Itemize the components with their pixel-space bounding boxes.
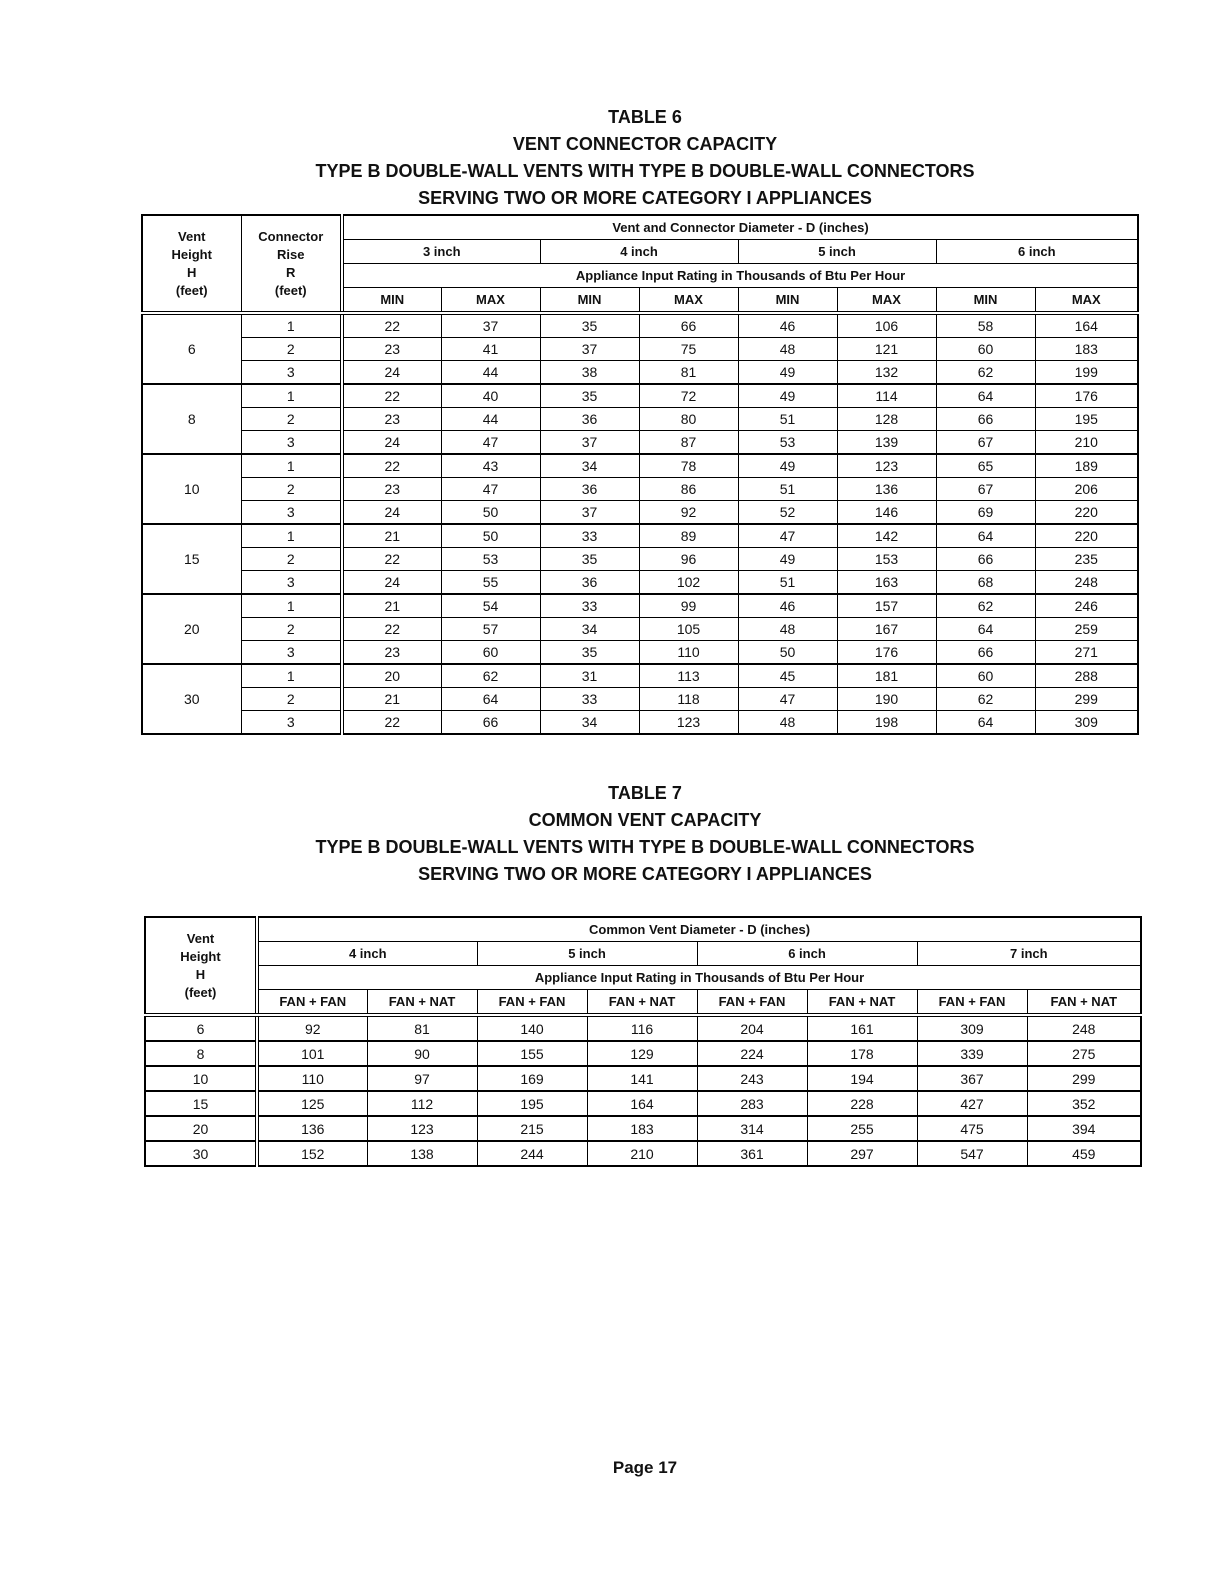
- capacity-cell: 22: [342, 454, 441, 478]
- table-row: [142, 384, 1138, 408]
- table-row: [142, 548, 1138, 571]
- connector-rise-cell: 2: [241, 338, 342, 361]
- table7-title-line: COMMON VENT CAPACITY: [528, 810, 762, 830]
- vent-height-header: Vent Height H (feet): [142, 215, 241, 313]
- capacity-cell: 339: [917, 1041, 1027, 1066]
- capacity-cell: 37: [540, 501, 639, 525]
- fan-nat-header: FAN + NAT: [1027, 990, 1141, 1016]
- capacity-cell: 60: [936, 664, 1035, 688]
- table-row: [142, 594, 1138, 618]
- capacity-cell: 49: [738, 454, 837, 478]
- size-header: 7 inch: [917, 942, 1141, 966]
- capacity-cell: 64: [936, 384, 1035, 408]
- connector-rise-cell: 3: [241, 571, 342, 595]
- capacity-cell: 72: [639, 384, 738, 408]
- table-row: [145, 1066, 1141, 1091]
- vent-height-cell: 15: [142, 524, 241, 594]
- capacity-cell: 206: [1035, 478, 1138, 501]
- table7-title-line: TYPE B DOUBLE-WALL VENTS WITH TYPE B DOUBLE-WALL CONNECTORS: [315, 837, 975, 857]
- capacity-cell: 189: [1035, 454, 1138, 478]
- capacity-cell: 33: [540, 688, 639, 711]
- capacity-cell: 190: [837, 688, 936, 711]
- fan-nat-header: FAN + NAT: [807, 990, 917, 1016]
- capacity-cell: 220: [1035, 524, 1138, 548]
- capacity-cell: 394: [1027, 1116, 1141, 1141]
- connector-rise-cell: 2: [241, 688, 342, 711]
- capacity-cell: 35: [540, 548, 639, 571]
- capacity-cell: 248: [1027, 1015, 1141, 1041]
- table-row: [142, 501, 1138, 525]
- vent-height-cell: 10: [142, 454, 241, 524]
- capacity-cell: 204: [697, 1015, 807, 1041]
- capacity-cell: 47: [738, 524, 837, 548]
- vent-height-cell: 6: [142, 313, 241, 384]
- capacity-cell: 169: [477, 1066, 587, 1091]
- capacity-cell: 89: [639, 524, 738, 548]
- capacity-cell: 97: [367, 1066, 477, 1091]
- capacity-cell: 361: [697, 1141, 807, 1166]
- table-row: [142, 571, 1138, 595]
- capacity-cell: 87: [639, 431, 738, 455]
- capacity-cell: 24: [342, 501, 441, 525]
- connector-rise-cell: 1: [241, 313, 342, 338]
- fan-fan-header: FAN + FAN: [477, 990, 587, 1016]
- capacity-cell: 23: [342, 408, 441, 431]
- capacity-cell: 21: [342, 524, 441, 548]
- vent-height-cell: 15: [145, 1091, 257, 1116]
- capacity-cell: 48: [738, 711, 837, 735]
- capacity-cell: 47: [738, 688, 837, 711]
- max-header: MAX: [837, 288, 936, 314]
- capacity-cell: 146: [837, 501, 936, 525]
- capacity-cell: 352: [1027, 1091, 1141, 1116]
- capacity-cell: 102: [639, 571, 738, 595]
- capacity-cell: 64: [441, 688, 540, 711]
- capacity-cell: 67: [936, 478, 1035, 501]
- capacity-cell: 22: [342, 711, 441, 735]
- capacity-cell: 142: [837, 524, 936, 548]
- capacity-cell: 62: [936, 361, 1035, 385]
- capacity-cell: 81: [639, 361, 738, 385]
- vent-height-cell: 8: [145, 1041, 257, 1066]
- capacity-cell: 46: [738, 313, 837, 338]
- capacity-cell: 80: [639, 408, 738, 431]
- table-row: [142, 408, 1138, 431]
- capacity-cell: 22: [342, 384, 441, 408]
- table-row: [145, 1091, 1141, 1116]
- capacity-cell: 210: [587, 1141, 697, 1166]
- capacity-cell: 64: [936, 711, 1035, 735]
- capacity-cell: 43: [441, 454, 540, 478]
- capacity-cell: 34: [540, 454, 639, 478]
- capacity-cell: 35: [540, 313, 639, 338]
- capacity-cell: 99: [639, 594, 738, 618]
- capacity-cell: 51: [738, 478, 837, 501]
- capacity-cell: 45: [738, 664, 837, 688]
- capacity-cell: 132: [837, 361, 936, 385]
- capacity-cell: 139: [837, 431, 936, 455]
- connector-rise-cell: 1: [241, 454, 342, 478]
- capacity-cell: 167: [837, 618, 936, 641]
- capacity-cell: 38: [540, 361, 639, 385]
- capacity-cell: 22: [342, 548, 441, 571]
- table-row: [145, 1116, 1141, 1141]
- capacity-cell: 66: [441, 711, 540, 735]
- capacity-cell: 121: [837, 338, 936, 361]
- capacity-cell: 288: [1035, 664, 1138, 688]
- capacity-cell: 64: [936, 524, 1035, 548]
- min-header: MIN: [738, 288, 837, 314]
- min-header: MIN: [540, 288, 639, 314]
- capacity-cell: 62: [441, 664, 540, 688]
- capacity-cell: 178: [807, 1041, 917, 1066]
- table7-title-line: SERVING TWO OR MORE CATEGORY I APPLIANCES: [418, 864, 872, 884]
- diameter-header: Common Vent Diameter - D (inches): [257, 917, 1141, 942]
- connector-rise-cell: 1: [241, 384, 342, 408]
- capacity-cell: 81: [367, 1015, 477, 1041]
- capacity-cell: 106: [837, 313, 936, 338]
- table-row: [142, 361, 1138, 385]
- capacity-cell: 21: [342, 688, 441, 711]
- capacity-cell: 37: [540, 431, 639, 455]
- connector-rise-cell: 3: [241, 431, 342, 455]
- capacity-cell: 228: [807, 1091, 917, 1116]
- capacity-cell: 141: [587, 1066, 697, 1091]
- capacity-cell: 49: [738, 384, 837, 408]
- capacity-cell: 155: [477, 1041, 587, 1066]
- table7-body: [145, 1015, 1141, 1166]
- capacity-cell: 224: [697, 1041, 807, 1066]
- capacity-cell: 35: [540, 384, 639, 408]
- capacity-cell: 51: [738, 571, 837, 595]
- capacity-cell: 90: [367, 1041, 477, 1066]
- size-header: 6 inch: [936, 240, 1138, 264]
- size-header: 5 inch: [738, 240, 936, 264]
- capacity-cell: 24: [342, 361, 441, 385]
- table-row: [142, 641, 1138, 665]
- size-header: 4 inch: [540, 240, 738, 264]
- capacity-cell: 314: [697, 1116, 807, 1141]
- capacity-cell: 309: [1035, 711, 1138, 735]
- capacity-cell: 123: [639, 711, 738, 735]
- capacity-cell: 51: [738, 408, 837, 431]
- vent-height-cell: 30: [142, 664, 241, 734]
- capacity-cell: 92: [639, 501, 738, 525]
- vent-height-cell: 6: [145, 1015, 257, 1041]
- capacity-cell: 248: [1035, 571, 1138, 595]
- table-row: [142, 313, 1138, 338]
- capacity-cell: 195: [1035, 408, 1138, 431]
- capacity-cell: 33: [540, 594, 639, 618]
- capacity-cell: 459: [1027, 1141, 1141, 1166]
- capacity-cell: 136: [257, 1116, 367, 1141]
- capacity-cell: 65: [936, 454, 1035, 478]
- capacity-cell: 367: [917, 1066, 1027, 1091]
- capacity-cell: 53: [441, 548, 540, 571]
- capacity-cell: 123: [837, 454, 936, 478]
- table-row: [142, 431, 1138, 455]
- table7-title-line: TABLE 7: [608, 783, 682, 803]
- capacity-cell: 244: [477, 1141, 587, 1166]
- capacity-cell: 210: [1035, 431, 1138, 455]
- capacity-cell: 163: [837, 571, 936, 595]
- capacity-cell: 547: [917, 1141, 1027, 1166]
- connector-rise-cell: 1: [241, 524, 342, 548]
- capacity-cell: 195: [477, 1091, 587, 1116]
- capacity-cell: 299: [1027, 1066, 1141, 1091]
- fan-nat-header: FAN + NAT: [587, 990, 697, 1016]
- capacity-cell: 271: [1035, 641, 1138, 665]
- capacity-cell: 60: [441, 641, 540, 665]
- table-row: [145, 1141, 1141, 1166]
- connector-rise-cell: 3: [241, 711, 342, 735]
- vent-height-header: Vent Height H (feet): [145, 917, 257, 1015]
- capacity-cell: 136: [837, 478, 936, 501]
- capacity-cell: 37: [441, 313, 540, 338]
- capacity-cell: 41: [441, 338, 540, 361]
- capacity-cell: 48: [738, 338, 837, 361]
- capacity-cell: 220: [1035, 501, 1138, 525]
- fan-fan-header: FAN + FAN: [697, 990, 807, 1016]
- capacity-cell: 40: [441, 384, 540, 408]
- table6-title-line: SERVING TWO OR MORE CATEGORY I APPLIANCES: [418, 188, 872, 208]
- capacity-cell: 47: [441, 478, 540, 501]
- vent-height-cell: 10: [145, 1066, 257, 1091]
- table6-title-line: TYPE B DOUBLE-WALL VENTS WITH TYPE B DOUBLE-WALL CONNECTORS: [315, 161, 975, 181]
- capacity-cell: 64: [936, 618, 1035, 641]
- fan-nat-header: FAN + NAT: [367, 990, 477, 1016]
- capacity-cell: 46: [738, 594, 837, 618]
- capacity-cell: 110: [639, 641, 738, 665]
- capacity-cell: 183: [587, 1116, 697, 1141]
- connector-rise-header: Connector Rise R (feet): [241, 215, 342, 313]
- capacity-cell: 23: [342, 641, 441, 665]
- capacity-cell: 31: [540, 664, 639, 688]
- capacity-cell: 36: [540, 408, 639, 431]
- rating-header: Appliance Input Rating in Thousands of Btu Per Hour: [257, 966, 1141, 990]
- connector-rise-cell: 2: [241, 408, 342, 431]
- capacity-cell: 123: [367, 1116, 477, 1141]
- capacity-cell: 255: [807, 1116, 917, 1141]
- vent-height-cell: 8: [142, 384, 241, 454]
- capacity-cell: 62: [936, 594, 1035, 618]
- capacity-cell: 101: [257, 1041, 367, 1066]
- capacity-cell: 66: [936, 548, 1035, 571]
- capacity-cell: 181: [837, 664, 936, 688]
- capacity-cell: 475: [917, 1116, 1027, 1141]
- table6-title: [0, 104, 1210, 212]
- connector-rise-cell: 1: [241, 594, 342, 618]
- capacity-cell: 22: [342, 313, 441, 338]
- capacity-cell: 49: [738, 548, 837, 571]
- capacity-cell: 24: [342, 571, 441, 595]
- capacity-cell: 118: [639, 688, 738, 711]
- capacity-cell: 67: [936, 431, 1035, 455]
- capacity-cell: 69: [936, 501, 1035, 525]
- capacity-cell: 243: [697, 1066, 807, 1091]
- capacity-cell: 62: [936, 688, 1035, 711]
- capacity-cell: 153: [837, 548, 936, 571]
- capacity-cell: 215: [477, 1116, 587, 1141]
- connector-rise-cell: 2: [241, 548, 342, 571]
- capacity-cell: 54: [441, 594, 540, 618]
- capacity-cell: 35: [540, 641, 639, 665]
- capacity-cell: 157: [837, 594, 936, 618]
- size-header: 6 inch: [697, 942, 917, 966]
- capacity-cell: 48: [738, 618, 837, 641]
- capacity-cell: 37: [540, 338, 639, 361]
- capacity-cell: 275: [1027, 1041, 1141, 1066]
- capacity-cell: 183: [1035, 338, 1138, 361]
- capacity-cell: 23: [342, 478, 441, 501]
- capacity-cell: 60: [936, 338, 1035, 361]
- max-header: MAX: [1035, 288, 1138, 314]
- capacity-cell: 57: [441, 618, 540, 641]
- capacity-cell: 47: [441, 431, 540, 455]
- table-row: [142, 618, 1138, 641]
- capacity-cell: 36: [540, 571, 639, 595]
- page-number: Page 17: [612, 1458, 678, 1477]
- table6-title-line: VENT CONNECTOR CAPACITY: [512, 134, 778, 154]
- capacity-cell: 44: [441, 361, 540, 385]
- capacity-cell: 110: [257, 1066, 367, 1091]
- capacity-cell: 66: [936, 641, 1035, 665]
- capacity-cell: 194: [807, 1066, 917, 1091]
- capacity-cell: 21: [342, 594, 441, 618]
- capacity-cell: 78: [639, 454, 738, 478]
- capacity-cell: 24: [342, 431, 441, 455]
- capacity-cell: 235: [1035, 548, 1138, 571]
- table-row: [145, 1041, 1141, 1066]
- capacity-cell: 199: [1035, 361, 1138, 385]
- capacity-cell: 86: [639, 478, 738, 501]
- table6-body: [142, 313, 1138, 734]
- connector-rise-cell: 2: [241, 618, 342, 641]
- table-row: [142, 478, 1138, 501]
- capacity-cell: 125: [257, 1091, 367, 1116]
- capacity-cell: 44: [441, 408, 540, 431]
- capacity-cell: 129: [587, 1041, 697, 1066]
- vent-height-cell: 20: [142, 594, 241, 664]
- connector-rise-cell: 3: [241, 641, 342, 665]
- table-row: [142, 454, 1138, 478]
- capacity-cell: 22: [342, 618, 441, 641]
- capacity-cell: 36: [540, 478, 639, 501]
- capacity-cell: 152: [257, 1141, 367, 1166]
- vent-connector-capacity-table: [141, 214, 1139, 735]
- table-row: [142, 711, 1138, 735]
- table-row: [142, 338, 1138, 361]
- capacity-cell: 113: [639, 664, 738, 688]
- capacity-cell: 66: [936, 408, 1035, 431]
- table7-title: [0, 780, 1210, 888]
- capacity-cell: 49: [738, 361, 837, 385]
- min-header: MIN: [342, 288, 441, 314]
- capacity-cell: 50: [441, 501, 540, 525]
- table-row: [145, 1015, 1141, 1041]
- capacity-cell: 297: [807, 1141, 917, 1166]
- table-row: [142, 664, 1138, 688]
- capacity-cell: 164: [587, 1091, 697, 1116]
- connector-rise-cell: 1: [241, 664, 342, 688]
- diameter-header: Vent and Connector Diameter - D (inches): [342, 215, 1138, 240]
- capacity-cell: 23: [342, 338, 441, 361]
- connector-rise-cell: 2: [241, 478, 342, 501]
- capacity-cell: 259: [1035, 618, 1138, 641]
- capacity-cell: 55: [441, 571, 540, 595]
- max-header: MAX: [639, 288, 738, 314]
- capacity-cell: 114: [837, 384, 936, 408]
- capacity-cell: 176: [837, 641, 936, 665]
- capacity-cell: 34: [540, 711, 639, 735]
- capacity-cell: 198: [837, 711, 936, 735]
- capacity-cell: 20: [342, 664, 441, 688]
- capacity-cell: 299: [1035, 688, 1138, 711]
- common-vent-capacity-table: [144, 916, 1142, 1167]
- capacity-cell: 105: [639, 618, 738, 641]
- size-header: 3 inch: [342, 240, 540, 264]
- capacity-cell: 34: [540, 618, 639, 641]
- connector-rise-cell: 3: [241, 501, 342, 525]
- capacity-cell: 66: [639, 313, 738, 338]
- capacity-cell: 140: [477, 1015, 587, 1041]
- capacity-cell: 427: [917, 1091, 1027, 1116]
- capacity-cell: 164: [1035, 313, 1138, 338]
- max-header: MAX: [441, 288, 540, 314]
- size-header: 5 inch: [477, 942, 697, 966]
- capacity-cell: 176: [1035, 384, 1138, 408]
- fan-fan-header: FAN + FAN: [917, 990, 1027, 1016]
- table6-title-line: TABLE 6: [608, 107, 682, 127]
- capacity-cell: 68: [936, 571, 1035, 595]
- size-header: 4 inch: [257, 942, 477, 966]
- capacity-cell: 33: [540, 524, 639, 548]
- capacity-cell: 161: [807, 1015, 917, 1041]
- min-header: MIN: [936, 288, 1035, 314]
- capacity-cell: 52: [738, 501, 837, 525]
- capacity-cell: 112: [367, 1091, 477, 1116]
- capacity-cell: 283: [697, 1091, 807, 1116]
- capacity-cell: 50: [441, 524, 540, 548]
- capacity-cell: 58: [936, 313, 1035, 338]
- capacity-cell: 96: [639, 548, 738, 571]
- vent-height-cell: 30: [145, 1141, 257, 1166]
- capacity-cell: 92: [257, 1015, 367, 1041]
- capacity-cell: 246: [1035, 594, 1138, 618]
- capacity-cell: 309: [917, 1015, 1027, 1041]
- table-row: [142, 524, 1138, 548]
- connector-rise-cell: 3: [241, 361, 342, 385]
- capacity-cell: 50: [738, 641, 837, 665]
- capacity-cell: 138: [367, 1141, 477, 1166]
- table-row: [142, 688, 1138, 711]
- capacity-cell: 128: [837, 408, 936, 431]
- capacity-cell: 53: [738, 431, 837, 455]
- capacity-cell: 116: [587, 1015, 697, 1041]
- capacity-cell: 75: [639, 338, 738, 361]
- rating-header: Appliance Input Rating in Thousands of Btu Per Hour: [342, 264, 1138, 288]
- fan-fan-header: FAN + FAN: [257, 990, 367, 1016]
- vent-height-cell: 20: [145, 1116, 257, 1141]
